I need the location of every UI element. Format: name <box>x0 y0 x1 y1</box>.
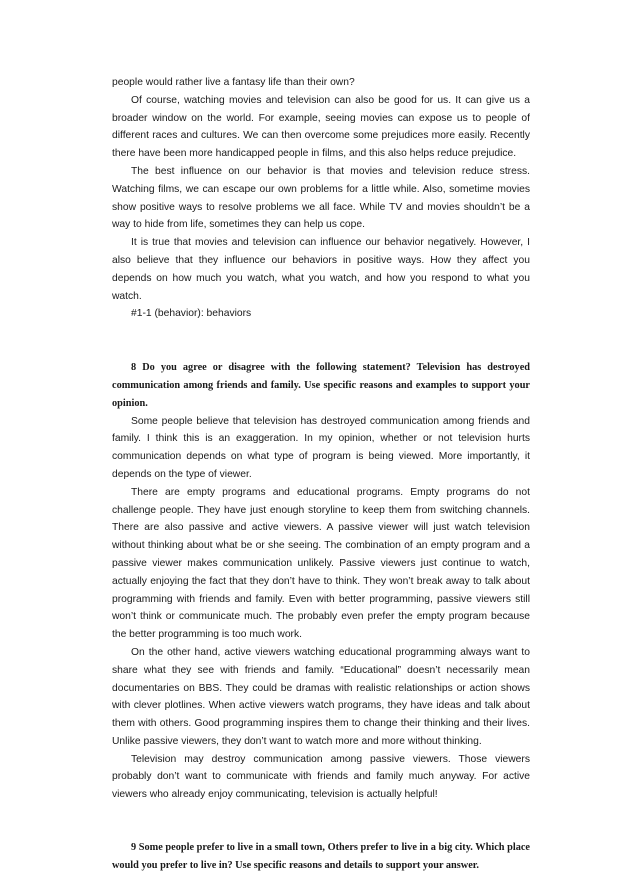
paragraph: The best influence on our behavior is that movies and television reduce stress. Watching films, we can escape our own problems for a little while. Also, sometime movies show positive ways to resolve problems we all face. While TV and movies shouldn’t be a way to hide from life, sometimes they can help us cope. <box>112 165 530 231</box>
paragraph: There are empty programs and educational programs. Empty programs do not challenge people. They have just enough storyline to keep them from switching channels. There are also passive and active viewers. A passive viewer will just watch television without thinking about what be or she seeing. The combination of an empty program and a passive viewer makes communication unlikely. Passive viewers just continue to watch, actually enjoying the fact that they don’t have to think. They won’t break away to talk about programming with friends and family. Even with better programming, passive viewers still won’t think or communicate much. The probably even prefer the empty program because the better programming is too much work. <box>112 486 530 641</box>
question-8-heading: 8 Do you agree or disagree with the following statement? Television has destroyed communication among friends and family. Use specific reasons and examples to support your opinion. <box>112 362 530 409</box>
paragraph: Of course, watching movies and television can also be good for us. It can give us a broader window on the world. For example, seeing movies can expose us to people of different races and cultures. We can then overcome some prejudices more easily. Recently there have been more handicapped people in films, and this also helps reduce prejudice. <box>112 94 530 160</box>
paragraph: Television may destroy communication among passive viewers. Those viewers probably don’t want to communicate with friends and family much anyway. For active viewers who already enjoy communicating, television is actually helpful! <box>112 753 530 801</box>
paragraph: It is true that movies and television can influence our behavior negatively. However, I also believe that they influence our behaviors in positive ways. How they affect you depends on how much you watch, what you watch, and how you respond to what you watch. <box>112 237 530 302</box>
paragraph: Some people believe that television has destroyed communication among friends and family. I think this is an exaggeration. In my opinion, whether or not television hurts communication depends on what type of program is being viewed. More importantly, it depends on the type of viewer. <box>112 415 530 480</box>
document-body <box>112 74 530 875</box>
section-spacer <box>112 323 530 359</box>
question-9-heading: 9 Some people prefer to live in a small town, Others prefer to live in a big city. Which place would you prefer to live in? Use specific reasons and details to support your answer. <box>112 842 530 871</box>
vocabulary-note: #1-1 (behavior): behaviors <box>131 308 252 320</box>
continuation-line: people would rather live a fantasy life than their own? <box>112 77 355 88</box>
section-spacer <box>112 804 530 839</box>
paragraph: On the other hand, active viewers watching educational programming always want to share what they see with friends and family. “Educational” doesn’t necessarily mean documentaries on BBS. They could be dramas with realistic relationships or action shows with clever plotlines. When active viewers watch programs, they have ideas and talk about them with others. Good programming inspires them to change their thinking and their lives. Unlike passive viewers, they don’t want to watch more and more without thinking. <box>112 646 530 747</box>
